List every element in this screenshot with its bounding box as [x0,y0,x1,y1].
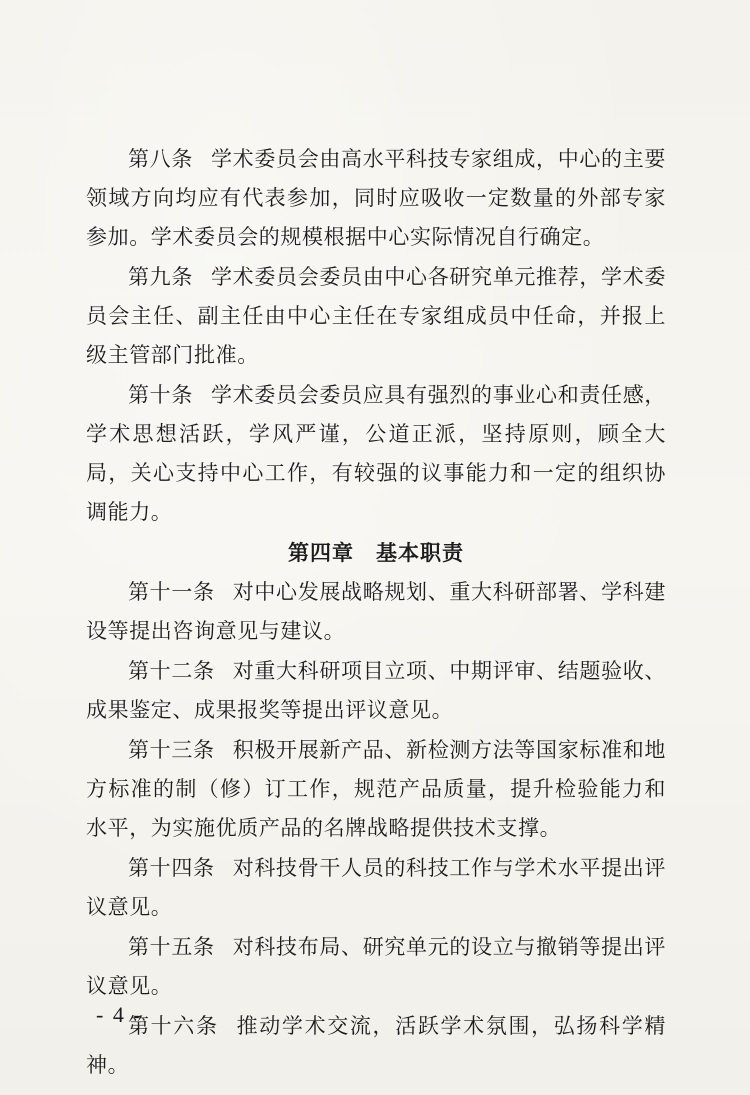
article-number: 第十二条 [128,659,215,683]
article-text: 学术委员会委员应具有强烈的事业心和责任感，学术思想活跃，学风严谨，公道正派，坚持原则，顾全大局，关心支持中心工作，有较强的议事能力和一定的组织协调能力。 [86,383,666,524]
article-text: 积极开展新产品、新检测方法等国家标准和地方标准的制（修）订工作，规范产品质量，提升检验能力和水平，为实施优质产品的名牌战略提供技术支撑。 [86,738,667,840]
article-13 [86,731,666,848]
article-12 [86,652,666,730]
article-text: 学术委员会由高水平科技专家组成，中心的主要领域方向均应有代表参加，同时应吸收一定数量的外部专家参加。学术委员会的规模根据中心实际情况自行确定。 [86,147,666,249]
article-15 [86,928,666,1006]
page-number: - 4 - [96,1002,143,1027]
chapter-number: 第四章 [288,540,354,565]
article-number: 第十四条 [128,856,215,880]
article-number: 第十条 [128,383,194,407]
article-16 [86,1007,666,1085]
article-8 [86,140,666,257]
article-9 [86,258,666,375]
document-body [86,140,666,1086]
article-14 [86,849,666,927]
article-number: 第八条 [128,147,194,171]
article-text: 推动学术交流，活跃学术氛围，弘扬科学精神。 [86,1014,666,1077]
article-text: 对科技骨干人员的科技工作与学术水平提出评议意见。 [86,856,667,919]
article-text: 对重大科研项目立项、中期评审、结题验收、成果鉴定、成果报奖等提出评议意见。 [86,659,667,722]
article-text: 学术委员会委员由中心各研究单元推荐，学术委员会主任、副主任由中心主任在专家组成员中任命，并报上级主管部门批准。 [86,265,666,367]
article-number: 第十五条 [128,935,215,959]
chapter-title: 基本职责 [376,540,464,565]
article-number: 第十六条 [128,1014,219,1038]
article-text: 对科技布局、研究单元的设立与撤销等提出评议意见。 [86,935,667,998]
article-11 [86,573,666,651]
article-number: 第九条 [128,265,194,289]
chapter-heading [86,533,666,572]
article-number: 第十三条 [128,738,215,762]
article-10 [86,376,666,532]
article-number: 第十一条 [128,580,215,604]
article-text: 对中心发展战略规划、重大科研部署、学科建设等提出咨询意见与建议。 [86,580,667,643]
